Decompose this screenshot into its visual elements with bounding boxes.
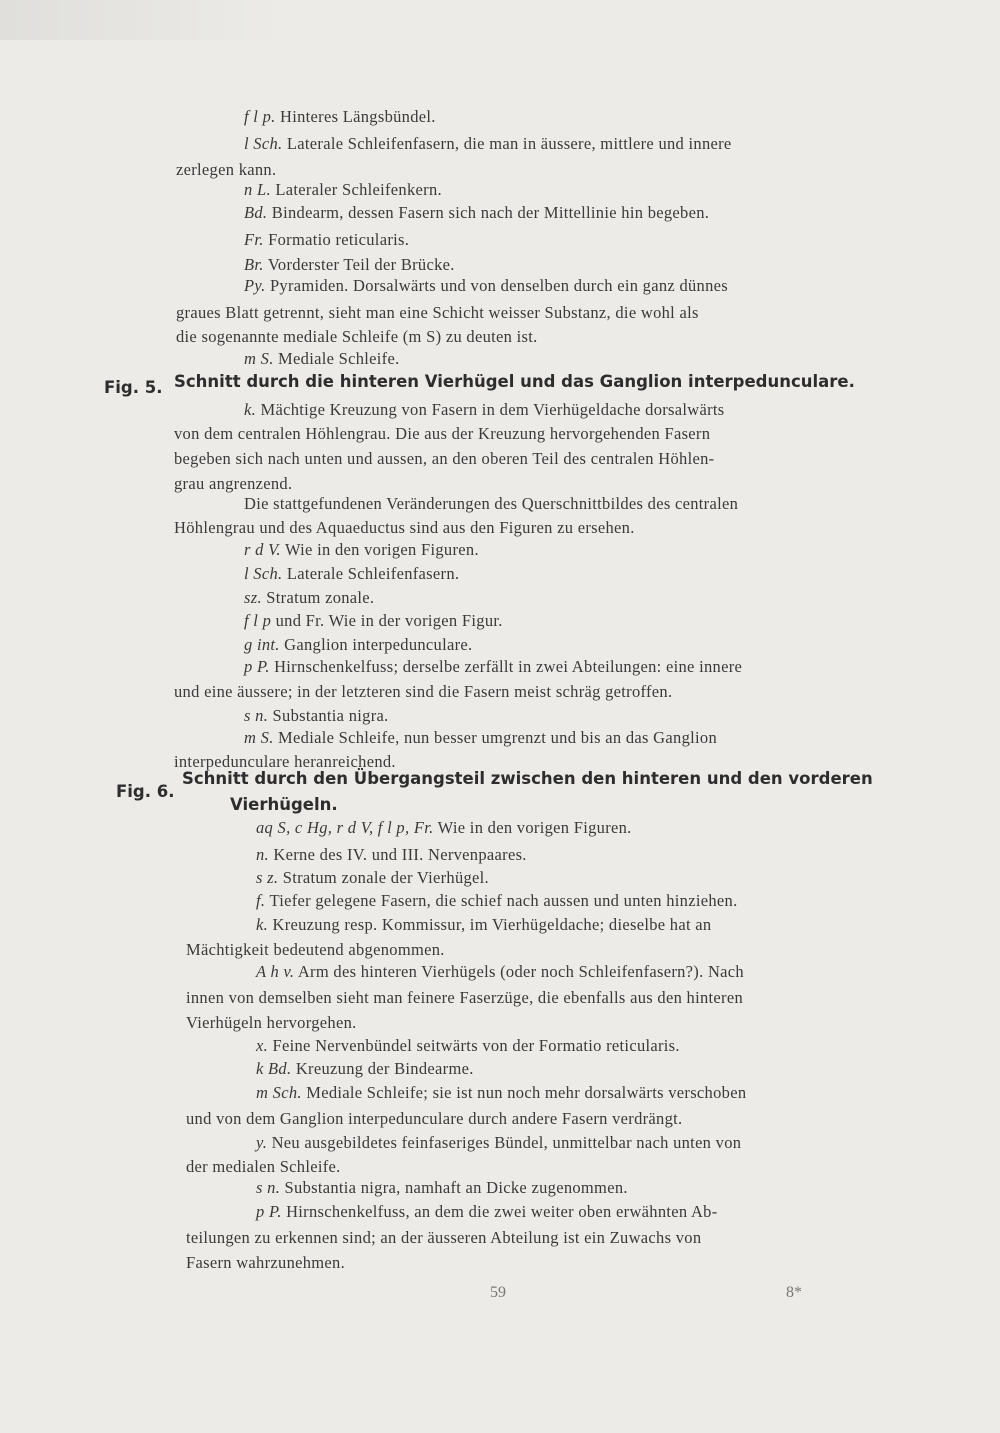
text-line: r d V. Wie in den vorigen Figuren. <box>244 540 479 559</box>
text-line: m Sch. Mediale Schleife; sie ist nun noch mehr dorsalwärts verschoben <box>256 1083 747 1102</box>
text-line: Fasern wahrzunehmen. <box>186 1253 346 1272</box>
text-line: und eine äussere; in der letzteren sind die Fasern meist schräg getroffen. <box>174 682 673 701</box>
text-line: die sogenannte mediale Schleife (m S) zu deuten ist. <box>176 327 538 346</box>
figure-heading: Schnitt durch die hinteren Vierhügel und das Ganglion interpedunculare. <box>174 372 855 391</box>
text-line: Vierhügeln hervorgehen. <box>186 1013 357 1032</box>
text-line: p P. Hirnschenkelfuss, an dem die zwei weiter oben erwähnten Ab- <box>256 1202 718 1221</box>
text-line: sz. Stratum zonale. <box>244 588 375 607</box>
figure-label: Fig. 6. <box>116 782 175 801</box>
text-line: s z. Stratum zonale der Vierhügel. <box>256 868 489 887</box>
text-line: k. Mächtige Kreuzung von Fasern in dem Vierhügeldache dorsalwärts <box>244 400 725 419</box>
text-line: Py. Pyramiden. Dorsalwärts und von denselben durch ein ganz dünnes <box>244 276 728 295</box>
text-line: A h v. Arm des hinteren Vierhügels (oder noch Schleifenfasern?). Nach <box>256 962 744 981</box>
text-line: Mächtigkeit bedeutend abgenommen. <box>186 940 445 959</box>
text-line: Bd. Bindearm, dessen Fasern sich nach der Mittellinie hin begeben. <box>244 203 710 222</box>
text-line: graues Blatt getrennt, sieht man eine Schicht weisser Substanz, die wohl als <box>176 303 699 322</box>
page-smudge <box>0 0 280 40</box>
text-line: k. Kreuzung resp. Kommissur, im Vierhügeldache; dieselbe hat an <box>256 915 712 934</box>
text-line: Höhlengrau und des Aquaeductus sind aus den Figuren zu ersehen. <box>174 518 635 537</box>
text-line: f l p und Fr. Wie in der vorigen Figur. <box>244 611 503 630</box>
text-line: m S. Mediale Schleife, nun besser umgrenzt und bis an das Ganglion <box>244 728 717 747</box>
text-line: k Bd. Kreuzung der Bindearme. <box>256 1059 474 1078</box>
text-line: f. Tiefer gelegene Fasern, die schief nach aussen und unten hinziehen. <box>256 891 738 910</box>
text-line: f l p. Hinteres Längsbündel. <box>244 107 436 126</box>
text-line: Fr. Formatio reticularis. <box>244 230 410 249</box>
text-line: und von dem Ganglion interpedunculare durch andere Fasern verdrängt. <box>186 1109 683 1128</box>
text-line: Die stattgefundenen Veränderungen des Querschnittbildes des centralen <box>244 494 739 513</box>
text-line: x. Feine Nervenbündel seitwärts von der Formatio reticularis. <box>256 1036 680 1055</box>
text-line: aq S, c Hg, r d V, f l p, Fr. Wie in den vorigen Figuren. <box>256 818 632 837</box>
text-line: m S. Mediale Schleife. <box>244 349 400 368</box>
text-line: grau angrenzend. <box>174 474 293 493</box>
text-line: von dem centralen Höhlengrau. Die aus der Kreuzung hervorgehenden Fasern <box>174 424 711 443</box>
page-number: 59 <box>490 1284 506 1301</box>
text-line: zerlegen kann. <box>176 160 277 179</box>
text-line: Br. Vorderster Teil der Brücke. <box>244 255 455 274</box>
text-line: begeben sich nach unten und aussen, an den oberen Teil des centralen Höhlen- <box>174 449 715 468</box>
text-line: l Sch. Laterale Schleifenfasern. <box>244 564 460 583</box>
text-line: n L. Lateraler Schleifenkern. <box>244 180 442 199</box>
signature-mark: 8* <box>786 1284 802 1301</box>
text-line: l Sch. Laterale Schleifenfasern, die man in äussere, mittlere und innere <box>244 134 732 153</box>
text-line: p P. Hirnschenkelfuss; derselbe zerfällt in zwei Abteilungen: eine innere <box>244 657 743 676</box>
text-line: s n. Substantia nigra, namhaft an Dicke zugenommen. <box>256 1178 628 1197</box>
figure-heading: Schnitt durch den Übergangsteil zwischen den hinteren und den vorderen <box>182 769 873 788</box>
text-line: teilungen zu erkennen sind; an der äusseren Abteilung ist ein Zuwachs von <box>186 1228 702 1247</box>
text-line: s n. Substantia nigra. <box>244 706 389 725</box>
text-line: g int. Ganglion interpedunculare. <box>244 635 473 654</box>
figure-heading-cont: Vierhügeln. <box>230 795 338 814</box>
text-line: n. Kerne des IV. und III. Nervenpaares. <box>256 845 527 864</box>
text-line: innen von demselben sieht man feinere Faserzüge, die ebenfalls aus den hinteren <box>186 988 744 1007</box>
figure-label: Fig. 5. <box>104 378 163 397</box>
text-line: y. Neu ausgebildetes feinfaseriges Bündel, unmittelbar nach unten von <box>256 1133 742 1152</box>
text-line: der medialen Schleife. <box>186 1157 341 1176</box>
text-line: interpedunculare heranreichend. <box>174 752 396 771</box>
